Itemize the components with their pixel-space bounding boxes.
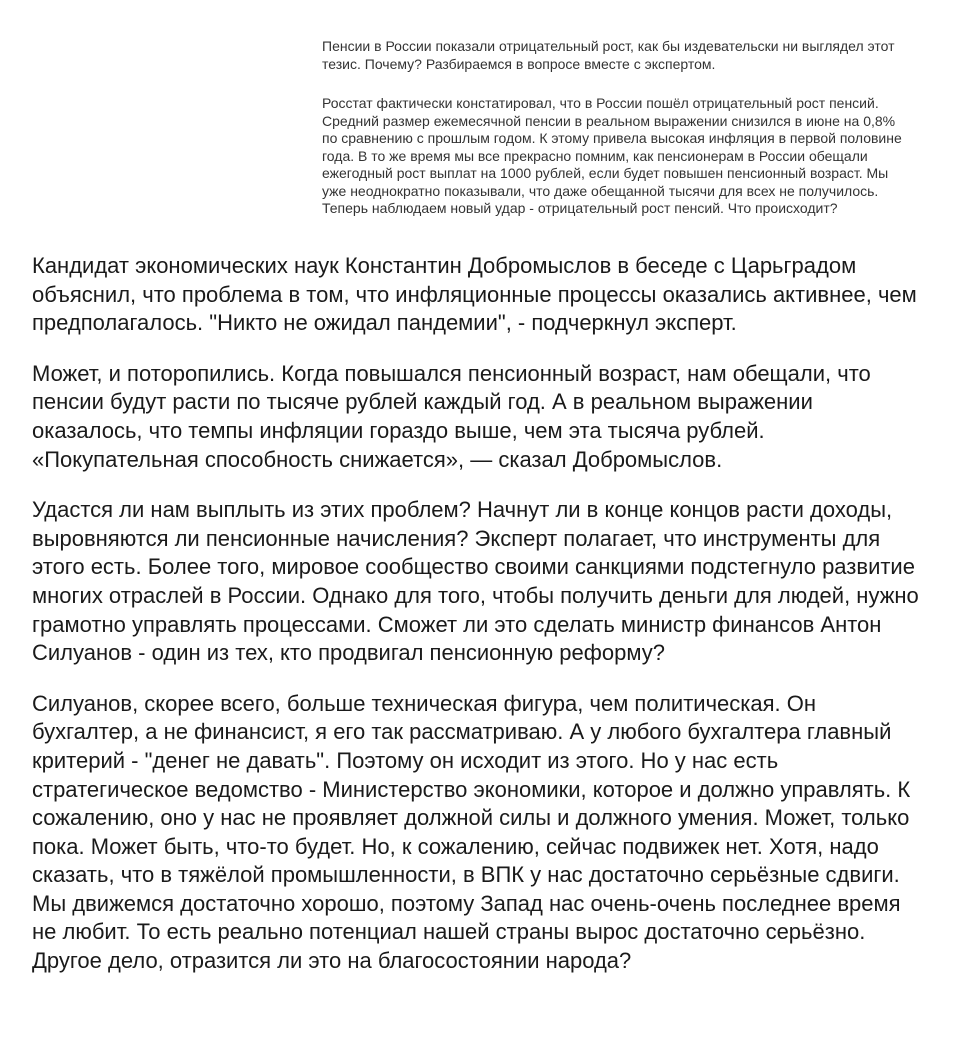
article-body [32, 252, 929, 998]
lead-paragraph-summary: Росстат фактически констатировал, что в России пошёл отрицательный рост пенсий. Средний размер ежемесячной пенсии в реальном выражении снизился в июне на 0,8% по сравнению с прошлым годом. К этому привела высокая инфляция в первой половине года. В то же время мы все прекрасно помним, как пенсионерам в России обещали ежегодный рост выплат на 1000 рублей, если будет повышен пенсионный возраст. Мы уже неоднократно показывали, что даже обещанной тысячи для всех не получилось. Теперь наблюдаем новый удар - отрицательный рост пенсий. Что происходит? [322, 95, 902, 216]
lead-paragraph-intro: Пенсии в России показали отрицательный рост, как бы издевательски ни выглядел этот тезис. Почему? Разбираемся в вопросе вместе с экспертом. [322, 38, 895, 72]
body-paragraph-quote-inflation: Может, и поторопились. Когда повышался пенсионный возраст, нам обещали, что пенсии будут расти по тысяче рублей каждый год. А в реальном выражении оказалось, что темпы инфляции гораздо выше, чем эта тысяча рублей. «Покупательная способность снижается», — сказал Добромыслов. [32, 360, 871, 472]
body-paragraph-expert-intro: Кандидат экономических наук Константин Добромыслов в беседе с Царьградом объяснил, что проблема в том, что инфляционные процессы оказались активнее, чем предполагалось. "Никто не ожидал пандемии", - подчеркнул эксперт. [32, 253, 917, 336]
body-paragraph-question-siluanov: Удастся ли нам выплыть из этих проблем? Начнут ли в конце концов расти доходы, выровняются ли пенсионные начисления? Эксперт полагает, что инструменты для этого есть. Более того, мировое сообщество своими санкциями подстегнуло развитие многих отраслей в России. Однако для того, чтобы получить деньги для людей, нужно грамотно управлять процессами. Сможет ли это сделать министр финансов Антон Силуанов - один из тех, кто продвигал пенсионную реформу? [32, 497, 919, 666]
article-lead [322, 38, 902, 240]
body-paragraph-answer-siluanov: Силуанов, скорее всего, больше техническая фигура, чем политическая. Он бухгалтер, а не финансист, я его так рассматриваю. А у любого бухгалтера главный критерий - "денег не давать". Поэтому он исходит из этого. Но у нас есть стратегическое ведомство - Министерство экономики, которое и должно управлять. К сожалению, оно у нас не проявляет должной силы и должного умения. Может, только пока. Может быть, что-то будет. Но, к сожалению, сейчас подвижек нет. Хотя, надо сказать, что в тяжёлой промышленности, в ВПК у нас достаточно серьёзные сдвиги. Мы движемся достаточно хорошо, поэтому Запад нас очень-очень последнее время не любит. То есть реально потенциал нашей страны вырос достаточно серьёзно. Другое дело, отразится ли это на благосостоянии народа? [32, 690, 911, 974]
